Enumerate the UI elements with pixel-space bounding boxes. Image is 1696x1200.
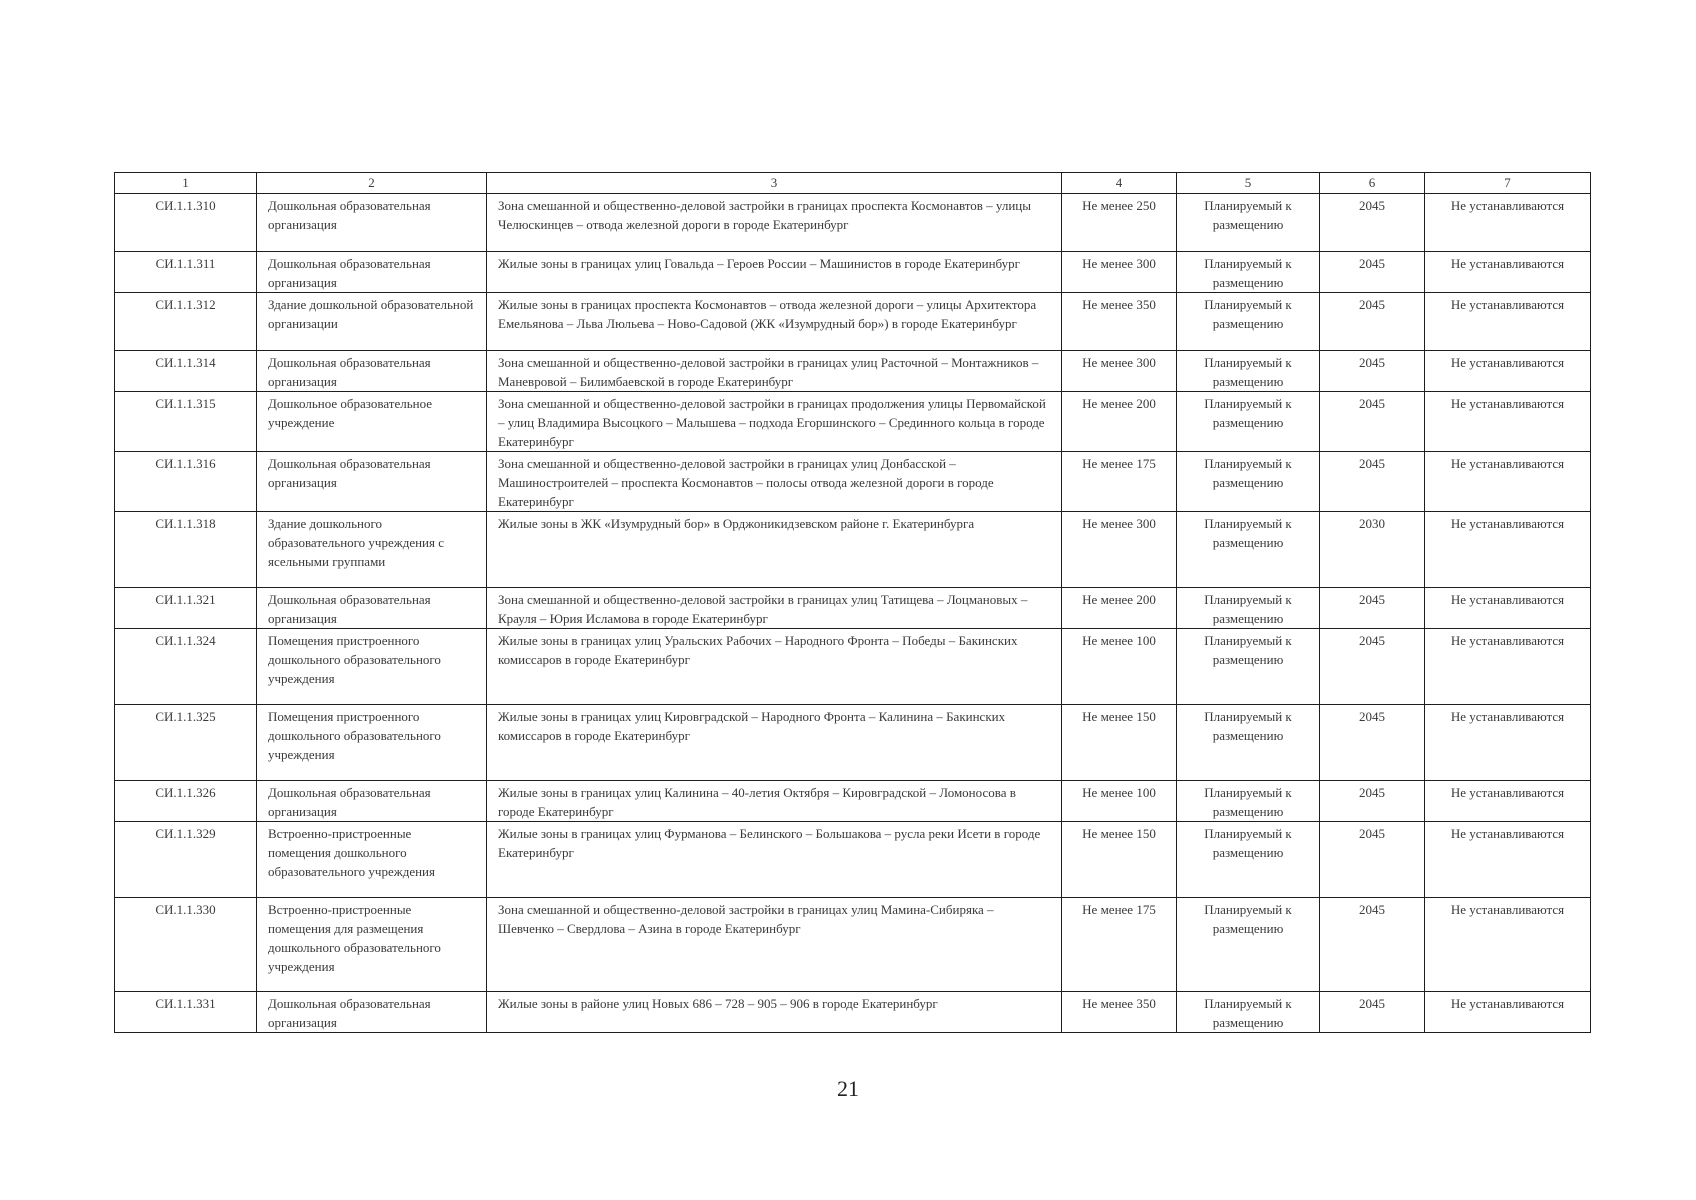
table-cell: Жилые зоны в границах проспекта Космонавтов – отвода железной дороги – улицы Архитектора Емельянова – Льва Люльева – Ново-Садовой (ЖК «Изумрудный бор») в городе Екатеринбург bbox=[487, 293, 1062, 351]
table-cell: Зона смешанной и общественно-деловой застройки в границах улиц Расточной – Монтажников – Маневровой – Билимбаевской в городе Екатеринбург bbox=[487, 351, 1062, 392]
table-cell: СИ.1.1.310 bbox=[115, 194, 257, 252]
table-cell: Планируемый к размещению bbox=[1177, 351, 1320, 392]
table-cell: Дошкольная образовательная организация bbox=[257, 252, 487, 293]
table-row bbox=[115, 781, 1591, 822]
table-cell: 2045 bbox=[1320, 351, 1425, 392]
table-cell: СИ.1.1.315 bbox=[115, 392, 257, 452]
table-cell: Дошкольное образовательное учреждение bbox=[257, 392, 487, 452]
table-cell: Не устанавливаются bbox=[1425, 194, 1591, 252]
table-cell: Дошкольная образовательная организация bbox=[257, 351, 487, 392]
table-cell: Здание дошкольной образовательной организации bbox=[257, 293, 487, 351]
table-cell: Жилые зоны в границах улиц Калинина – 40-летия Октября – Кировградской – Ломоносова в городе Екатеринбург bbox=[487, 781, 1062, 822]
table-cell: Планируемый к размещению bbox=[1177, 392, 1320, 452]
table-cell: Не устанавливаются bbox=[1425, 512, 1591, 588]
column-header: 2 bbox=[257, 173, 487, 194]
table-cell: Не менее 250 bbox=[1062, 194, 1177, 252]
table-cell: Не устанавливаются bbox=[1425, 588, 1591, 629]
table-cell: 2045 bbox=[1320, 392, 1425, 452]
table-cell: Дошкольная образовательная организация bbox=[257, 452, 487, 512]
table-cell: Не менее 100 bbox=[1062, 781, 1177, 822]
column-header: 1 bbox=[115, 173, 257, 194]
table-row bbox=[115, 992, 1591, 1033]
table-cell: Не менее 300 bbox=[1062, 512, 1177, 588]
table-cell: Дошкольная образовательная организация bbox=[257, 588, 487, 629]
table-row bbox=[115, 705, 1591, 781]
table-cell: Планируемый к размещению bbox=[1177, 293, 1320, 351]
table-cell: Зона смешанной и общественно-деловой застройки в границах продолжения улицы Первомайской – улиц Владимира Высоцкого – Малышева – подхода Егоршинского – Срединного кольца в городе Екатеринбург bbox=[487, 392, 1062, 452]
table-row bbox=[115, 351, 1591, 392]
table-row bbox=[115, 392, 1591, 452]
table-row bbox=[115, 452, 1591, 512]
table-cell: Не устанавливаются bbox=[1425, 822, 1591, 898]
column-header: 6 bbox=[1320, 173, 1425, 194]
table-cell: Жилые зоны в границах улиц Кировградской – Народного Фронта – Калинина – Бакинских комиссаров в городе Екатеринбург bbox=[487, 705, 1062, 781]
table-cell: Не устанавливаются bbox=[1425, 992, 1591, 1033]
table-cell: Не менее 300 bbox=[1062, 351, 1177, 392]
table-cell: Планируемый к размещению bbox=[1177, 588, 1320, 629]
table-cell: Зона смешанной и общественно-деловой застройки в границах улиц Татищева – Лоцмановых – Крауля – Юрия Исламова в городе Екатеринбург bbox=[487, 588, 1062, 629]
table-cell: Планируемый к размещению bbox=[1177, 629, 1320, 705]
table-cell: СИ.1.1.321 bbox=[115, 588, 257, 629]
table-cell: Здание дошкольного образовательного учреждения с ясельными группами bbox=[257, 512, 487, 588]
table-cell: Не менее 300 bbox=[1062, 252, 1177, 293]
table-cell: Жилые зоны в границах улиц Фурманова – Белинского – Большакова – русла реки Исети в городе Екатеринбург bbox=[487, 822, 1062, 898]
table-cell: 2045 bbox=[1320, 781, 1425, 822]
table-cell: 2045 bbox=[1320, 293, 1425, 351]
table-cell: Не устанавливаются bbox=[1425, 392, 1591, 452]
table-cell: Планируемый к размещению bbox=[1177, 705, 1320, 781]
table-cell: Дошкольная образовательная организация bbox=[257, 781, 487, 822]
table-cell: СИ.1.1.316 bbox=[115, 452, 257, 512]
table-cell: Жилые зоны в ЖК «Изумрудный бор» в Орджоникидзевском районе г. Екатеринбурга bbox=[487, 512, 1062, 588]
table-cell: Планируемый к размещению bbox=[1177, 898, 1320, 992]
table-row bbox=[115, 629, 1591, 705]
table-cell: СИ.1.1.331 bbox=[115, 992, 257, 1033]
table-cell: 2045 bbox=[1320, 252, 1425, 293]
table-cell: Дошкольная образовательная организация bbox=[257, 992, 487, 1033]
table-cell: Не менее 350 bbox=[1062, 293, 1177, 351]
table-cell: 2045 bbox=[1320, 629, 1425, 705]
table-cell: Не менее 200 bbox=[1062, 588, 1177, 629]
table-cell: Зона смешанной и общественно-деловой застройки в границах проспекта Космонавтов – улицы Челюскинцев – отвода железной дороги в городе Екатеринбург bbox=[487, 194, 1062, 252]
table-cell: Не менее 150 bbox=[1062, 822, 1177, 898]
table-row bbox=[115, 588, 1591, 629]
table-cell: 2045 bbox=[1320, 194, 1425, 252]
table-cell: Не менее 175 bbox=[1062, 452, 1177, 512]
table-row bbox=[115, 194, 1591, 252]
table-row bbox=[115, 252, 1591, 293]
table-cell: Планируемый к размещению bbox=[1177, 452, 1320, 512]
table-cell: Не устанавливаются bbox=[1425, 252, 1591, 293]
table-cell: Не менее 350 bbox=[1062, 992, 1177, 1033]
table-cell: Жилые зоны в районе улиц Новых 686 – 728 – 905 – 906 в городе Екатеринбург bbox=[487, 992, 1062, 1033]
column-header: 7 bbox=[1425, 173, 1591, 194]
table-cell: 2045 bbox=[1320, 822, 1425, 898]
table-cell: Не устанавливаются bbox=[1425, 629, 1591, 705]
column-header: 5 bbox=[1177, 173, 1320, 194]
page-number: 21 bbox=[837, 1076, 859, 1101]
table-cell: Жилые зоны в границах улиц Говальда – Героев России – Машинистов в городе Екатеринбург bbox=[487, 252, 1062, 293]
table-cell: Не устанавливаются bbox=[1425, 705, 1591, 781]
table-cell: 2045 bbox=[1320, 705, 1425, 781]
table-cell: СИ.1.1.311 bbox=[115, 252, 257, 293]
table-cell: Жилые зоны в границах улиц Уральских Рабочих – Народного Фронта – Победы – Бакинских комиссаров в городе Екатеринбург bbox=[487, 629, 1062, 705]
table-cell: 2045 bbox=[1320, 452, 1425, 512]
column-header: 4 bbox=[1062, 173, 1177, 194]
table-cell: Зона смешанной и общественно-деловой застройки в границах улиц Мамина-Сибиряка – Шевченко – Свердлова – Азина в городе Екатеринбург bbox=[487, 898, 1062, 992]
table-cell: 2045 bbox=[1320, 898, 1425, 992]
table-cell: СИ.1.1.312 bbox=[115, 293, 257, 351]
table-cell: Не устанавливаются bbox=[1425, 293, 1591, 351]
table-cell: Дошкольная образовательная организация bbox=[257, 194, 487, 252]
table-cell: Помещения пристроенного дошкольного образовательного учреждения bbox=[257, 705, 487, 781]
table-cell: Не устанавливаются bbox=[1425, 452, 1591, 512]
table-cell: СИ.1.1.330 bbox=[115, 898, 257, 992]
table-row bbox=[115, 512, 1591, 588]
table-cell: Не устанавливаются bbox=[1425, 781, 1591, 822]
table-cell: 2045 bbox=[1320, 588, 1425, 629]
facilities-table bbox=[114, 172, 1591, 1033]
table-cell: Планируемый к размещению bbox=[1177, 252, 1320, 293]
table-cell: 2045 bbox=[1320, 992, 1425, 1033]
table-cell: Встроенно-пристроенные помещения для размещения дошкольного образовательного учреждения bbox=[257, 898, 487, 992]
column-header: 3 bbox=[487, 173, 1062, 194]
table-cell: 2030 bbox=[1320, 512, 1425, 588]
table-cell: Планируемый к размещению bbox=[1177, 822, 1320, 898]
table-row bbox=[115, 293, 1591, 351]
table-row bbox=[115, 898, 1591, 992]
table-cell: Планируемый к размещению bbox=[1177, 781, 1320, 822]
table-cell: Не менее 150 bbox=[1062, 705, 1177, 781]
table-cell: Планируемый к размещению bbox=[1177, 194, 1320, 252]
table-cell: Не устанавливаются bbox=[1425, 898, 1591, 992]
table-cell: СИ.1.1.326 bbox=[115, 781, 257, 822]
table-cell: Зона смешанной и общественно-деловой застройки в границах улиц Донбасской – Машиностроителей – проспекта Космонавтов – полосы отвода железной дороги в городе Екатеринбург bbox=[487, 452, 1062, 512]
table-cell: Планируемый к размещению bbox=[1177, 992, 1320, 1033]
table-cell: Не менее 175 bbox=[1062, 898, 1177, 992]
table-cell: Не менее 200 bbox=[1062, 392, 1177, 452]
table-cell: Встроенно-пристроенные помещения дошкольного образовательного учреждения bbox=[257, 822, 487, 898]
table-cell: СИ.1.1.325 bbox=[115, 705, 257, 781]
table-cell: Не менее 100 bbox=[1062, 629, 1177, 705]
header-row bbox=[115, 173, 1591, 194]
table-row bbox=[115, 822, 1591, 898]
table-cell: СИ.1.1.314 bbox=[115, 351, 257, 392]
table-cell: Планируемый к размещению bbox=[1177, 512, 1320, 588]
table-cell: СИ.1.1.324 bbox=[115, 629, 257, 705]
table-cell: Помещения пристроенного дошкольного образовательного учреждения bbox=[257, 629, 487, 705]
table-cell: Не устанавливаются bbox=[1425, 351, 1591, 392]
table-cell: СИ.1.1.318 bbox=[115, 512, 257, 588]
table-cell: СИ.1.1.329 bbox=[115, 822, 257, 898]
